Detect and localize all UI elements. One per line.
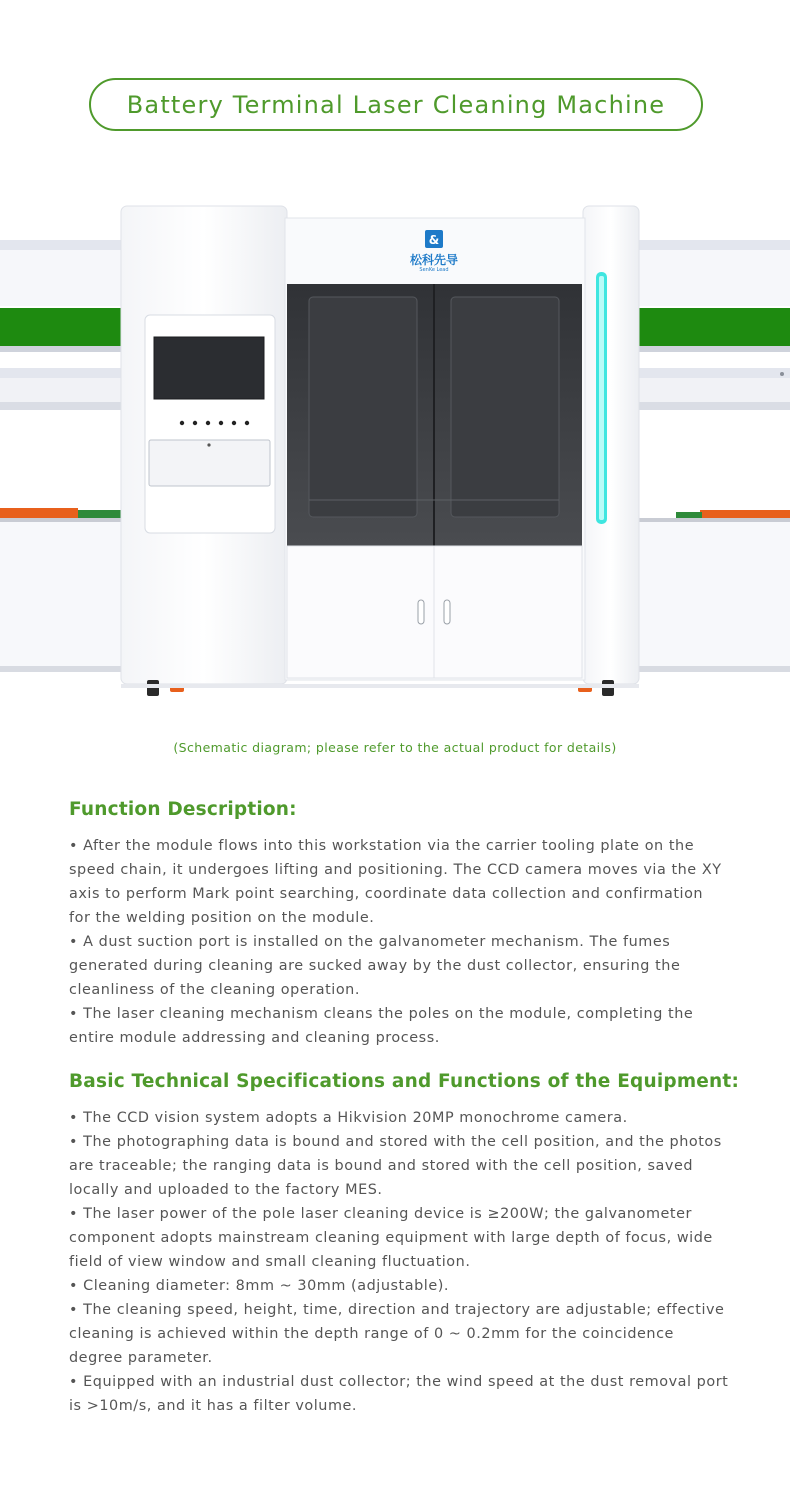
logo-subtext: SenKe Lead: [419, 267, 449, 273]
list-item: • After the module flows into this workstation via the carrier tooling plate on the speed chain, it undergoes lifting and positioning. The CCD camera moves via the XY axis to perform Mark point searching, coordinate data collection and confirmation for the welding position on the module.: [69, 838, 722, 926]
right-conveyor: [638, 240, 790, 672]
list-item: • The laser cleaning mechanism cleans the poles on the module, completing the entire module addressing and cleaning process.: [69, 1006, 694, 1046]
figure-caption: (Schematic diagram; please refer to the actual product for details): [173, 740, 617, 755]
specifications-heading: Basic Technical Specifications and Functions of the Equipment:: [69, 1071, 740, 1092]
list-item: • A dust suction port is installed on the galvanometer mechanism. The fumes generated during cleaning are sucked away by the dust collector, ensuring the cleanliness of the cleaning operation.: [69, 934, 681, 998]
page-title: Battery Terminal Laser Cleaning Machine: [126, 90, 666, 119]
list-item: • Cleaning diameter: 8mm ~ 30mm (adjustable).: [69, 1278, 450, 1294]
function-description-list: [69, 834, 729, 1050]
machine-illustration: [0, 200, 790, 710]
specifications-list: [69, 1106, 729, 1418]
list-item: • The cleaning speed, height, time, direction and trajectory are adjustable; effective cleaning is achieved within the depth range of 0 ~ 0.2mm for the coincidence degree parameter.: [69, 1302, 725, 1366]
list-item: • The laser power of the pole laser cleaning device is ≥200W; the galvanometer component adopts mainstream cleaning equipment with large depth of focus, wide field of view window and small cleaning fluctuation.: [69, 1206, 713, 1270]
svg-text:&: &: [428, 233, 440, 247]
logo-text: 松科先导: [409, 253, 459, 267]
list-item: • The photographing data is bound and stored with the cell position, and the photos are traceable; the ranging data is bound and stored with the cell position, saved locally and uploaded to the factory MES.: [69, 1134, 722, 1198]
left-conveyor: [0, 240, 125, 672]
function-description-heading: Function Description:: [69, 799, 297, 820]
title-banner: [89, 78, 703, 131]
list-item: • The CCD vision system adopts a Hikvision 20MP monochrome camera.: [69, 1110, 628, 1126]
list-item: • Equipped with an industrial dust collector; the wind speed at the dust removal port is >10m/s, and it has a filter volume.: [69, 1374, 729, 1414]
operator-console: [145, 315, 275, 533]
